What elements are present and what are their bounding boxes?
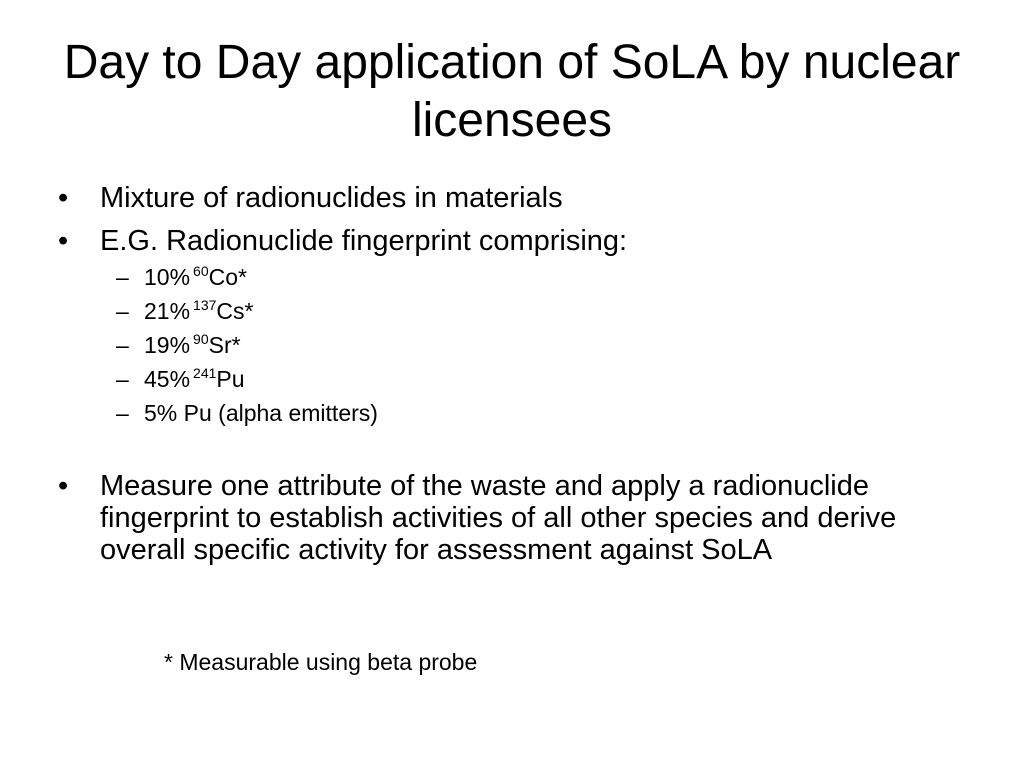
mass-number: 60 — [193, 263, 209, 279]
mass-number: 241 — [193, 365, 217, 381]
bullet-marker: • — [58, 470, 69, 502]
mass-number: 137 — [193, 297, 217, 313]
element-symbol: Sr* — [208, 332, 241, 358]
dash-marker: – — [116, 332, 129, 358]
mass-number: 90 — [193, 331, 209, 347]
dash-marker: – — [116, 298, 129, 324]
bullet-marker: • — [58, 225, 69, 257]
element-symbol: Cs* — [216, 298, 254, 324]
bullet-text: Mixture of radionuclides in materials — [100, 182, 563, 214]
fingerprint-percent: 19% — [144, 332, 191, 358]
dash-marker: – — [116, 400, 129, 426]
element-symbol: Pu — [216, 366, 245, 392]
fingerprint-text — [144, 263, 247, 294]
element-symbol: Co* — [208, 264, 247, 290]
fingerprint-text — [144, 297, 253, 328]
bullet-marker: • — [58, 182, 69, 214]
slide-title: Day to Day application of SoLA by nuclear licensees — [63, 36, 961, 147]
dash-marker: – — [116, 366, 129, 392]
fingerprint-percent: 10% — [144, 264, 191, 290]
dash-marker: – — [116, 264, 129, 290]
fingerprint-text — [144, 331, 241, 362]
fingerprint-percent: 21% — [144, 298, 191, 324]
footnote: * Measurable using beta probe — [164, 649, 478, 675]
fingerprint-text: 5% Pu (alpha emitters) — [144, 400, 378, 426]
fingerprint-percent: 45% — [144, 366, 191, 392]
fingerprint-text — [144, 365, 245, 396]
bullet-text: Measure one attribute of the waste and apply a radionuclide fingerprint to establish activities of all other species and derive overall specific activity for assessment against SoLA — [100, 470, 897, 566]
bullet-text: E.G. Radionuclide fingerprint comprising: — [100, 225, 628, 257]
